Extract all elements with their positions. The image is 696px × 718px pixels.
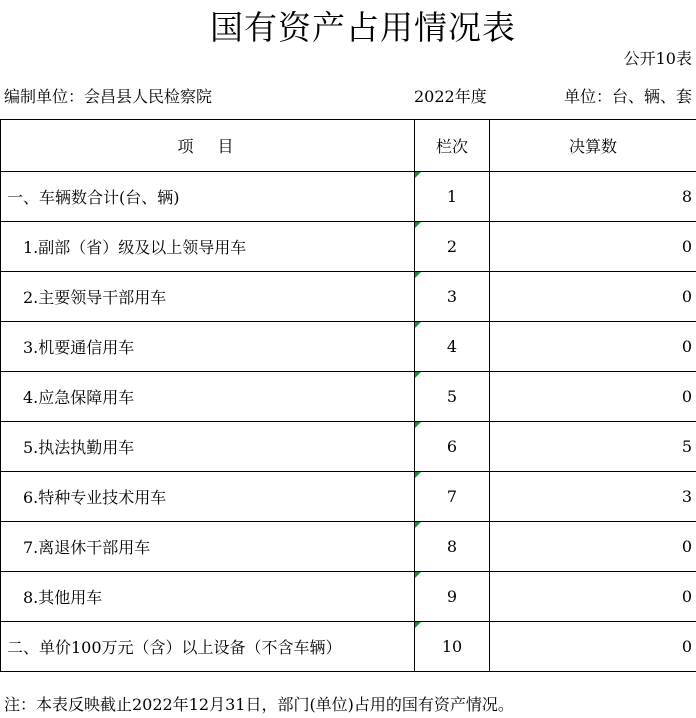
row-item-label[interactable]: 2.主要领导干部用车 bbox=[1, 272, 415, 322]
row-value[interactable]: 5 bbox=[490, 422, 696, 472]
cell-marker-icon bbox=[415, 572, 421, 578]
table-row bbox=[1, 622, 696, 672]
row-value[interactable]: 0 bbox=[490, 622, 696, 672]
cell-marker-icon bbox=[415, 172, 421, 178]
row-line-no[interactable]: 7 bbox=[415, 472, 490, 522]
row-item-label[interactable]: 8.其他用车 bbox=[1, 572, 415, 622]
row-value[interactable]: 0 bbox=[490, 522, 696, 572]
row-item-label[interactable]: 7.离退休干部用车 bbox=[1, 522, 415, 572]
table-row bbox=[1, 222, 696, 272]
row-line-no[interactable]: 1 bbox=[415, 172, 490, 222]
table-row bbox=[1, 272, 696, 322]
measurement-unit: 单位：台、辆、套 bbox=[563, 87, 692, 106]
cell-marker-icon bbox=[415, 222, 421, 228]
row-line-no[interactable]: 6 bbox=[415, 422, 490, 472]
row-line-no[interactable]: 9 bbox=[415, 572, 490, 622]
page-title: 国有资产占用情况表 bbox=[210, 8, 516, 47]
column-header-line-no: 栏次 bbox=[415, 120, 490, 172]
table-row bbox=[1, 472, 696, 522]
row-value[interactable]: 0 bbox=[490, 322, 696, 372]
footnote: 注：本表反映截止2022年12月31日，部门(单位)占用的国有资产情况。 bbox=[4, 695, 514, 714]
row-line-no[interactable]: 10 bbox=[415, 622, 490, 672]
row-value[interactable]: 8 bbox=[490, 172, 696, 222]
row-item-label[interactable]: 6.特种专业技术用车 bbox=[1, 472, 415, 522]
row-value[interactable]: 0 bbox=[490, 572, 696, 622]
cell-marker-icon bbox=[415, 372, 421, 378]
asset-table bbox=[0, 119, 696, 672]
row-line-no[interactable]: 5 bbox=[415, 372, 490, 422]
row-item-label[interactable]: 4.应急保障用车 bbox=[1, 372, 415, 422]
cell-marker-icon bbox=[415, 622, 421, 628]
table-row bbox=[1, 172, 696, 222]
fiscal-year: 2022年度 bbox=[414, 87, 487, 106]
table-row bbox=[1, 572, 696, 622]
row-item-label[interactable]: 3.机要通信用车 bbox=[1, 322, 415, 372]
reporting-unit: 编制单位：会昌县人民检察院 bbox=[4, 87, 213, 106]
row-item-label[interactable]: 二、单价100万元（含）以上设备（不含车辆） bbox=[1, 622, 415, 672]
column-header-item: 项 目 bbox=[1, 120, 415, 172]
row-line-no[interactable]: 8 bbox=[415, 522, 490, 572]
table-row bbox=[1, 322, 696, 372]
row-line-no[interactable]: 2 bbox=[415, 222, 490, 272]
row-item-label[interactable]: 1.副部（省）级及以上领导用车 bbox=[1, 222, 415, 272]
row-item-label[interactable]: 5.执法执勤用车 bbox=[1, 422, 415, 472]
cell-marker-icon bbox=[415, 522, 421, 528]
row-line-no[interactable]: 4 bbox=[415, 322, 490, 372]
cell-marker-icon bbox=[415, 422, 421, 428]
table-row bbox=[1, 522, 696, 572]
cell-marker-icon bbox=[415, 472, 421, 478]
row-value[interactable]: 0 bbox=[490, 272, 696, 322]
table-row bbox=[1, 422, 696, 472]
cell-marker-icon bbox=[415, 272, 421, 278]
form-number: 公开10表 bbox=[623, 49, 692, 68]
row-value[interactable]: 3 bbox=[490, 472, 696, 522]
row-item-label[interactable]: 一、车辆数合计(台、辆) bbox=[1, 172, 415, 222]
table-header-row bbox=[1, 120, 696, 172]
row-line-no[interactable]: 3 bbox=[415, 272, 490, 322]
cell-marker-icon bbox=[415, 322, 421, 328]
table-row bbox=[1, 372, 696, 422]
row-value[interactable]: 0 bbox=[490, 222, 696, 272]
column-header-value: 决算数 bbox=[490, 120, 696, 172]
row-value[interactable]: 0 bbox=[490, 372, 696, 422]
